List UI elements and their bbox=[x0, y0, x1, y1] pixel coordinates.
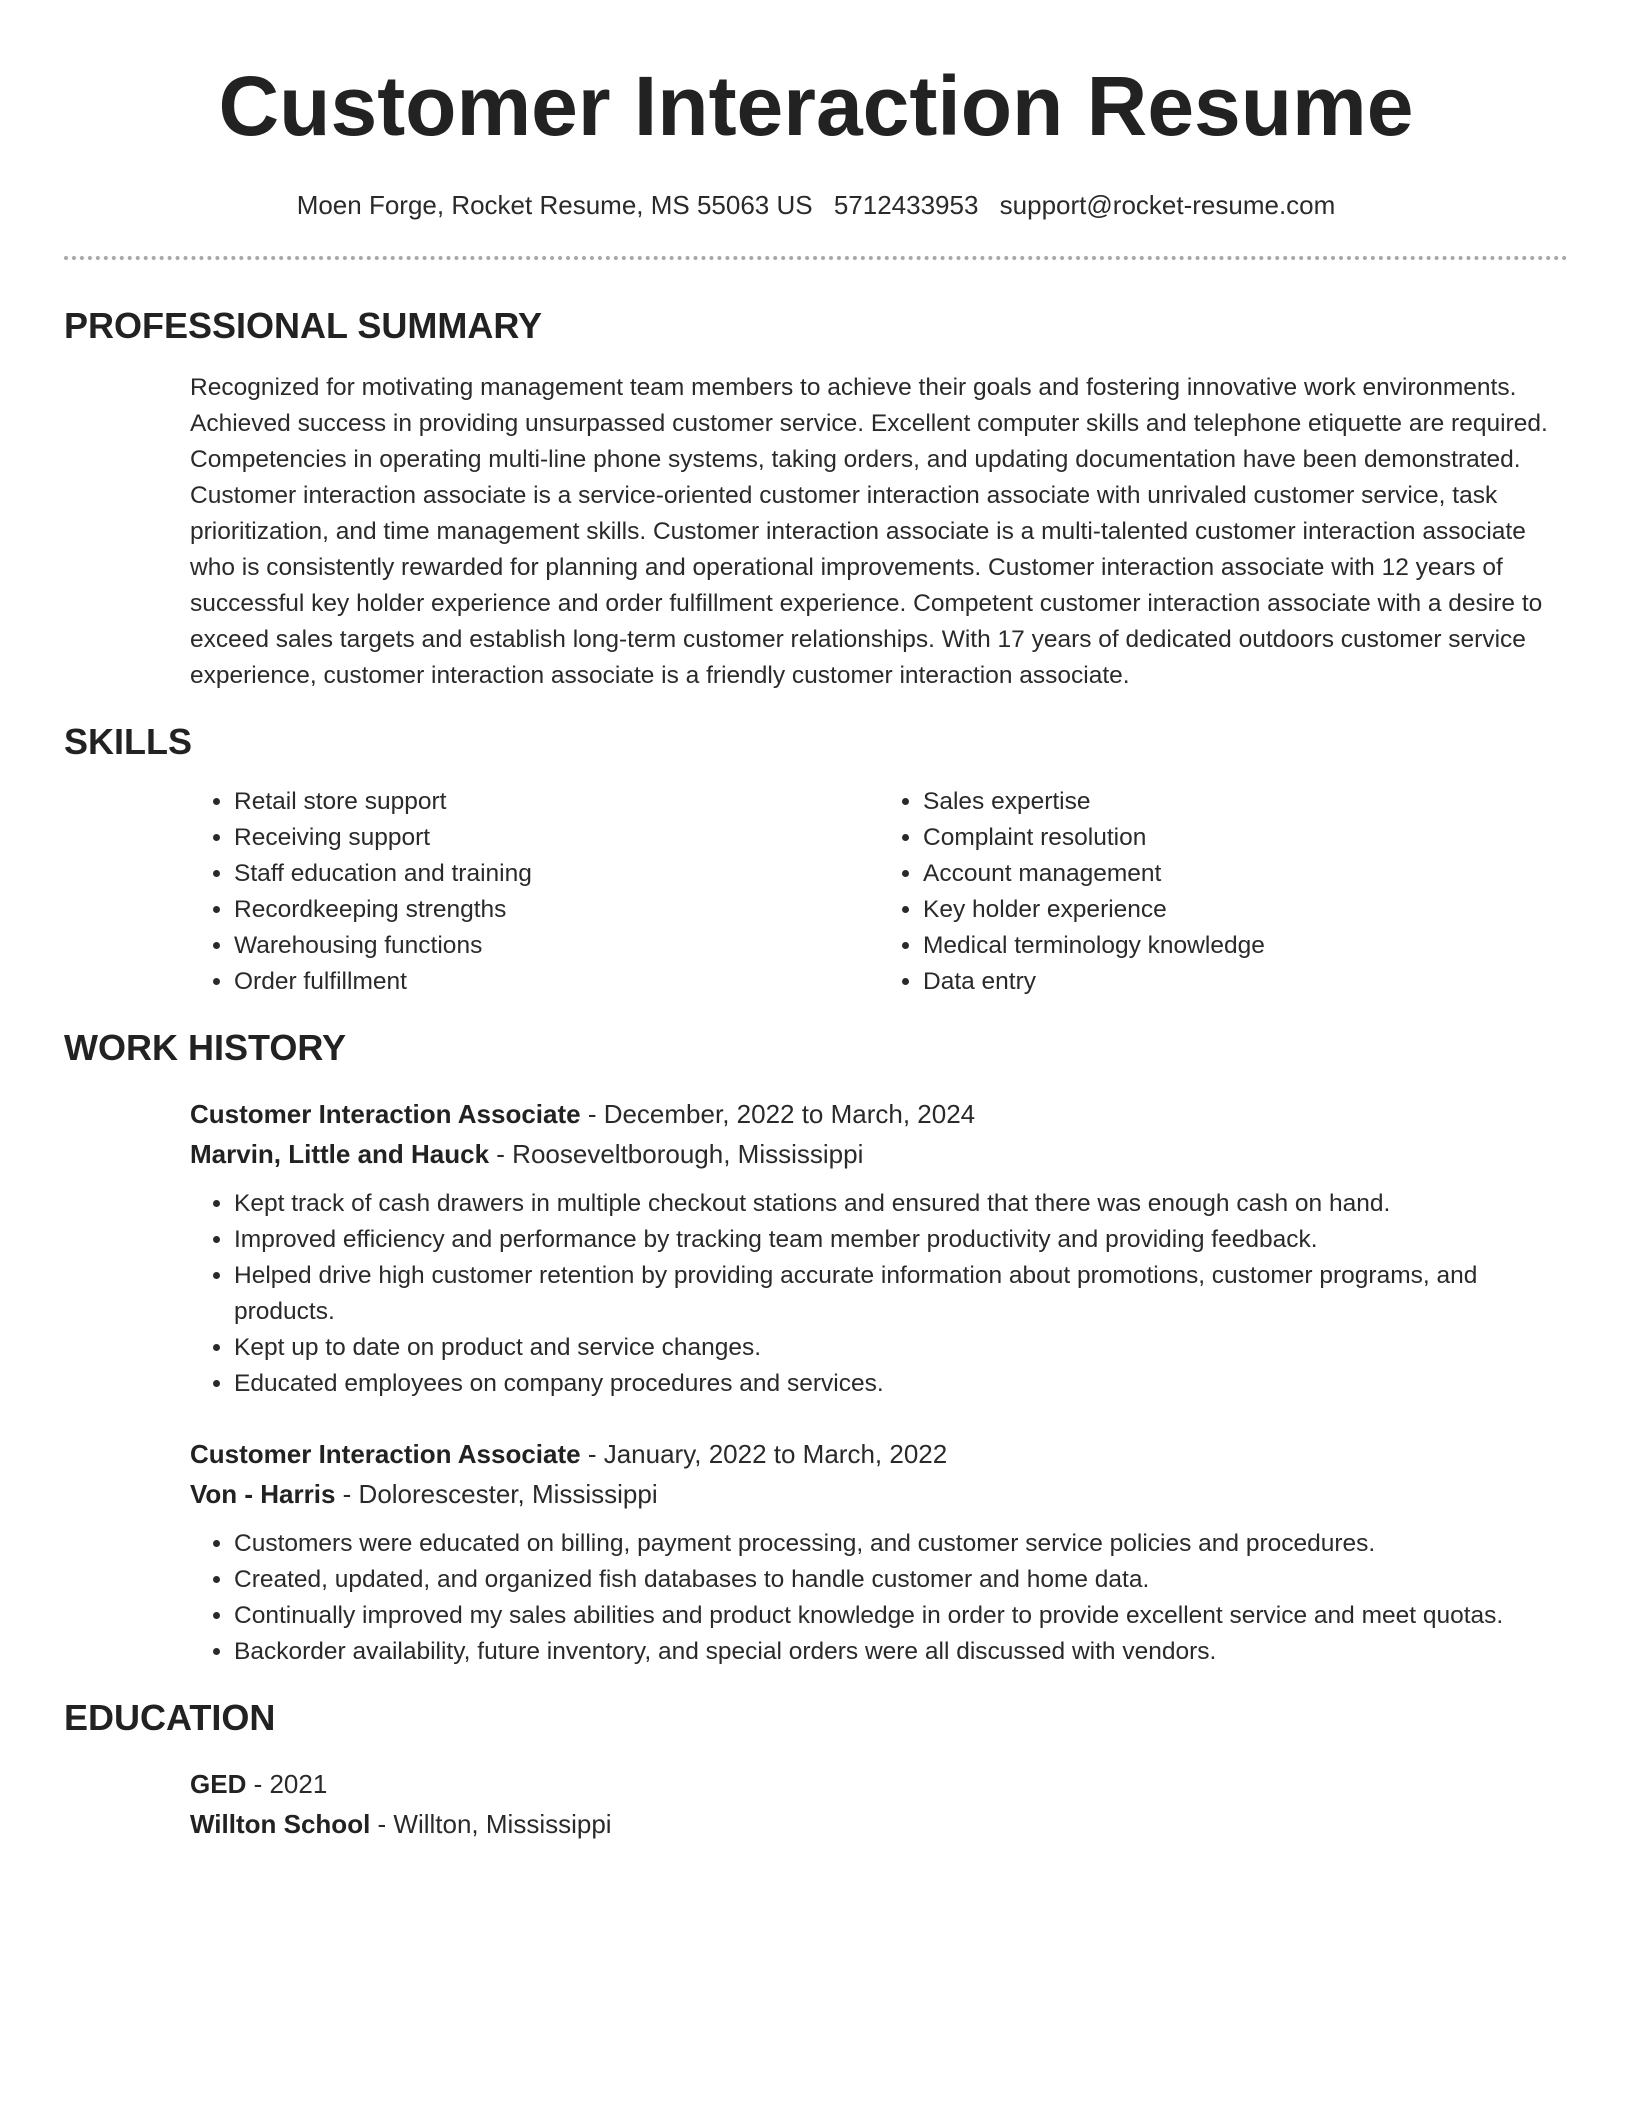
skill-item: • Receiving support bbox=[234, 820, 879, 856]
skill-item: • Account management bbox=[923, 856, 1568, 892]
summary-body bbox=[190, 370, 1568, 694]
education-body bbox=[190, 1764, 1568, 1844]
education-degree-line bbox=[190, 1764, 1568, 1804]
skill-item: • Recordkeeping strengths bbox=[234, 892, 879, 928]
summary-text: Recognized for motivating management team members to achieve their goals and fostering innovative work environments. Achieved success in providing unsurpassed customer service. Excellent computer skills and telephone etiquette are required. Competencies in operating multi-line phone systems, taking orders, and updating documentation have been demonstrated. Customer interaction associate is a service-oriented customer interaction associate with unrivaled customer service, task prioritization, and time management skills. Customer interaction associate is a multi-talented customer interaction associate who is consistently rewarded for planning and operational improvements. Customer interaction associate with 12 years of successful key holder experience and order fulfillment experience. Competent customer interaction associate with a desire to exceed sales targets and establish long-term customer relationships. With 17 years of dedicated outdoors customer service experience, customer interaction associate is a friendly customer interaction associate. bbox=[190, 374, 1548, 689]
job-company: Von - Harris bbox=[190, 1479, 336, 1509]
job-location: - Rooseveltborough, Mississippi bbox=[489, 1139, 864, 1169]
skills-heading: SKILLS bbox=[64, 721, 193, 762]
skill-item: • Staff education and training bbox=[234, 856, 879, 892]
job-dates: - December, 2022 to March, 2024 bbox=[580, 1099, 976, 1129]
job-location: - Dolorescester, Mississippi bbox=[335, 1479, 658, 1509]
education-school: Willton School bbox=[190, 1809, 371, 1839]
job-entry bbox=[190, 1434, 1568, 1670]
job-company: Marvin, Little and Hauck bbox=[190, 1139, 490, 1169]
skills-column-left bbox=[190, 784, 879, 1000]
skill-item: • Key holder experience bbox=[923, 892, 1568, 928]
job-title-line bbox=[190, 1434, 1568, 1474]
job-title: Customer Interaction Associate bbox=[190, 1099, 581, 1129]
skills-column-right bbox=[879, 784, 1568, 1000]
education-location: - Willton, Mississippi bbox=[370, 1809, 612, 1839]
header-divider bbox=[64, 256, 1568, 260]
contact-line bbox=[64, 188, 1568, 222]
job-bullet: • Created, updated, and organized fish databases to handle customer and home data. bbox=[234, 1562, 1568, 1598]
skill-item: • Retail store support bbox=[234, 784, 879, 820]
job-company-line bbox=[190, 1134, 1568, 1174]
job-bullet: • Customers were educated on billing, payment processing, and customer service policies and procedures. bbox=[234, 1526, 1568, 1562]
education-degree: GED bbox=[190, 1769, 247, 1799]
job-bullet: • Helped drive high customer retention by providing accurate information about promotions, customer programs, and products. bbox=[234, 1258, 1568, 1330]
contact-phone: 5712433953 bbox=[833, 190, 979, 220]
job-bullet: • Educated employees on company procedures and services. bbox=[234, 1366, 1568, 1402]
skill-item: • Order fulfillment bbox=[234, 964, 879, 1000]
skills-section bbox=[64, 720, 1568, 1000]
contact-address: Moen Forge, Rocket Resume, MS 55063 US bbox=[296, 190, 813, 220]
job-bullets bbox=[190, 1186, 1568, 1402]
contact-email: support@rocket-resume.com bbox=[999, 190, 1336, 220]
job-entry bbox=[190, 1094, 1568, 1402]
education-year: - 2021 bbox=[246, 1769, 328, 1799]
summary-heading: PROFESSIONAL SUMMARY bbox=[64, 305, 543, 346]
job-bullet: • Continually improved my sales abilities and product knowledge in order to provide excellent service and meet quotas. bbox=[234, 1598, 1568, 1634]
education-school-line bbox=[190, 1804, 1568, 1844]
job-title-line bbox=[190, 1094, 1568, 1134]
resume-title: Customer Interaction Resume bbox=[218, 59, 1414, 153]
skill-item: • Data entry bbox=[923, 964, 1568, 1000]
skill-item: • Medical terminology knowledge bbox=[923, 928, 1568, 964]
job-bullet: • Kept track of cash drawers in multiple checkout stations and ensured that there was enough cash on hand. bbox=[234, 1186, 1568, 1222]
education-heading: EDUCATION bbox=[64, 1697, 276, 1738]
summary-section bbox=[64, 304, 1568, 694]
job-bullet: • Improved efficiency and performance by tracking team member productivity and providing feedback. bbox=[234, 1222, 1568, 1258]
job-bullets bbox=[190, 1526, 1568, 1670]
skill-item: • Warehousing functions bbox=[234, 928, 879, 964]
skills-grid bbox=[190, 784, 1568, 1000]
job-company-line bbox=[190, 1474, 1568, 1514]
work-body bbox=[190, 1094, 1568, 1670]
work-heading: WORK HISTORY bbox=[64, 1027, 347, 1068]
job-title: Customer Interaction Associate bbox=[190, 1439, 581, 1469]
job-dates: - January, 2022 to March, 2022 bbox=[580, 1439, 948, 1469]
skill-item: • Complaint resolution bbox=[923, 820, 1568, 856]
skill-item: • Sales expertise bbox=[923, 784, 1568, 820]
work-section bbox=[64, 1026, 1568, 1670]
education-section bbox=[64, 1696, 1568, 1844]
job-bullet: • Backorder availability, future inventory, and special orders were all discussed with vendors. bbox=[234, 1634, 1568, 1670]
education-entry bbox=[190, 1764, 1568, 1844]
skills-body bbox=[190, 784, 1568, 1000]
job-bullet: • Kept up to date on product and service changes. bbox=[234, 1330, 1568, 1366]
